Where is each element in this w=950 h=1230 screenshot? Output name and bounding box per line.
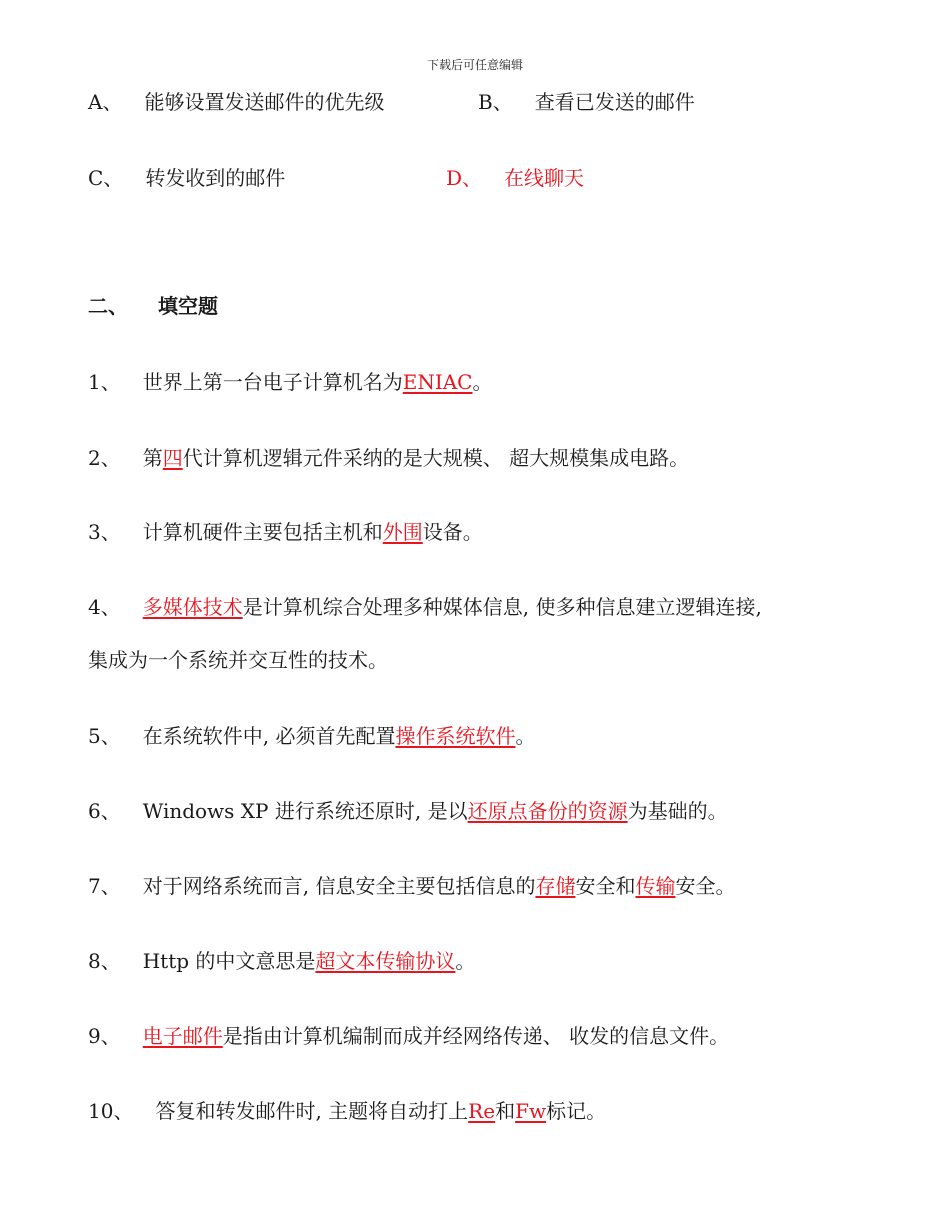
- question-number: 8、: [88, 949, 121, 973]
- answer: Re: [468, 1099, 496, 1123]
- question-10: [88, 1097, 606, 1125]
- question-7: [88, 872, 735, 900]
- option-a-label: A、: [88, 90, 123, 114]
- question-text: 是指由计算机编制而成并经网络传递、 收发的信息文件。: [222, 1024, 730, 1048]
- answer: 外围: [382, 520, 423, 544]
- question-text: 。: [515, 724, 536, 748]
- question-number: 1、: [88, 370, 121, 394]
- answer: 操作系统软件: [395, 724, 516, 748]
- question-number: 7、: [88, 874, 121, 898]
- option-b-text: 查看已发送的邮件: [534, 90, 695, 114]
- option-c: [88, 164, 285, 192]
- question-number: 5、: [88, 724, 121, 748]
- question-text: 设备。: [422, 520, 483, 544]
- question-number: 10、: [88, 1099, 134, 1123]
- page-header: 下载后可任意编辑: [426, 58, 523, 72]
- question-2: [88, 444, 689, 472]
- question-text: 。: [472, 370, 493, 394]
- section-title: 填空题: [158, 294, 218, 318]
- question-number: 6、: [88, 799, 121, 823]
- question-9: [88, 1022, 729, 1050]
- question-text: 答复和转发邮件时, 主题将自动打上: [155, 1099, 469, 1123]
- question-number: 4、: [88, 595, 121, 619]
- question-text: 世界上第一台电子计算机名为: [142, 370, 403, 394]
- question-text: 对于网络系统而言, 信息安全主要包括信息的: [142, 874, 536, 898]
- question-text: 是计算机综合处理多种媒体信息, 使多种信息建立逻辑连接,: [242, 595, 762, 619]
- question-number: 9、: [88, 1024, 121, 1048]
- option-b-label: B、: [478, 90, 513, 114]
- section-heading: [88, 292, 218, 320]
- question-4-continued: [88, 646, 388, 674]
- question-text: 标记。: [546, 1099, 607, 1123]
- question-number: 3、: [88, 520, 121, 544]
- answer: 还原点备份的资源: [467, 799, 628, 823]
- option-c-label: C、: [88, 166, 124, 190]
- question-text: 安全。: [675, 874, 736, 898]
- question-text: 代计算机逻辑元件采纳的是大规模、 超大规模集成电路。: [182, 446, 690, 470]
- question-8: [88, 947, 475, 975]
- question-4: [88, 593, 762, 621]
- option-d-text: 在线聊天: [504, 166, 585, 190]
- answer: 存储: [535, 874, 576, 898]
- question-text: Windows XP 进行系统还原时, 是以: [142, 799, 468, 823]
- question-1: [88, 368, 492, 396]
- question-3: [88, 518, 483, 546]
- option-c-text: 转发收到的邮件: [145, 166, 286, 190]
- question-text: 和: [495, 1099, 516, 1123]
- option-a-text: 能够设置发送邮件的优先级: [144, 90, 385, 114]
- question-text: 为基础的。: [627, 799, 728, 823]
- answer: 超文本传输协议: [315, 949, 456, 973]
- question-text: 计算机硬件主要包括主机和: [142, 520, 383, 544]
- question-text: 。: [455, 949, 476, 973]
- answer: Fw: [515, 1099, 547, 1123]
- question-number: 2、: [88, 446, 121, 470]
- question-6: [88, 797, 728, 825]
- answer: 多媒体技术: [142, 595, 243, 619]
- answer: 电子邮件: [142, 1024, 223, 1048]
- question-text: 安全和: [575, 874, 636, 898]
- question-text: 第: [142, 446, 163, 470]
- option-d-label: D、: [446, 166, 483, 190]
- option-b: [478, 88, 695, 116]
- question-text: Http 的中文意思是: [142, 949, 316, 973]
- section-label: 二、: [88, 294, 128, 318]
- question-text: 在系统软件中, 必须首先配置: [142, 724, 396, 748]
- option-a: [88, 88, 384, 116]
- question-text: 集成为一个系统并交互性的技术。: [88, 648, 388, 672]
- option-d: [446, 164, 584, 192]
- question-5: [88, 722, 535, 750]
- answer: 四: [162, 446, 183, 470]
- answer: 传输: [635, 874, 676, 898]
- answer: ENIAC: [402, 370, 473, 394]
